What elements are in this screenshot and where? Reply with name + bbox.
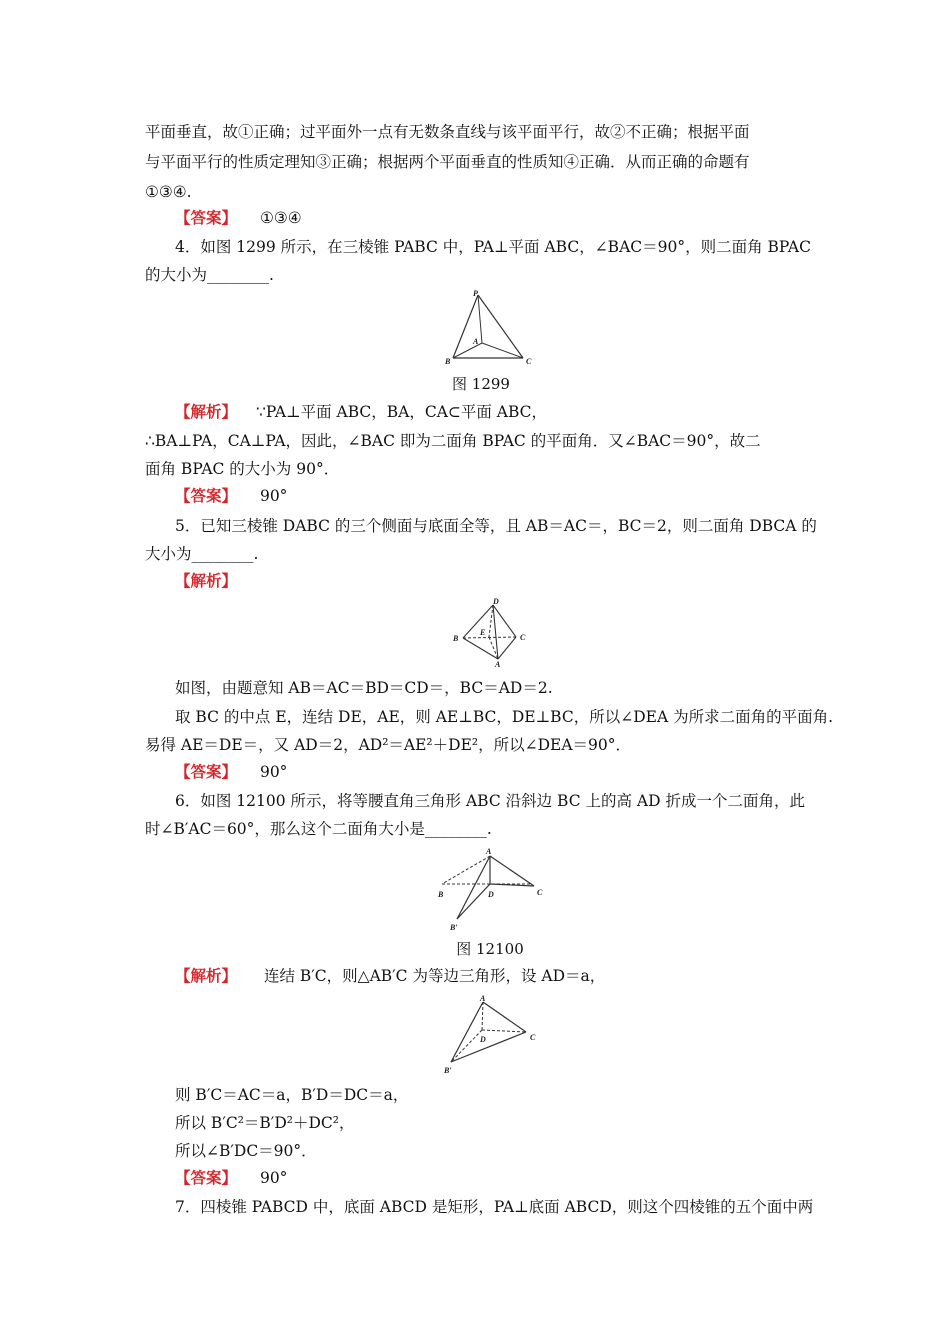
label-a: A [486,847,492,856]
text-line: 平面垂直，故①正确；过平面外一点有无数条直线与该平面平行，故②不正确；根据平面 [145,123,750,141]
question-6-line-1: 6．如图 12100 所示，将等腰直角三角形 ABC 沿斜边 BC 上的高 AD 折成一个二面角，此 [175,792,805,810]
label-b: B [453,634,459,643]
analysis-row [175,570,845,592]
figure-folded-triangle-solution [440,992,550,1077]
answer-tag: 【答案】 [175,1168,238,1187]
text-line: ①③④. [145,183,192,201]
answer-row [175,207,845,229]
analysis-text: 连结 B′C，则△AB′C 为等边三角形，设 AD＝a， [263,967,606,985]
label-c: C [530,1033,536,1042]
answer-value: 90° [259,1169,288,1187]
label-b: B [438,890,444,899]
label-d: D [488,890,494,899]
text-line: 所以∠B′DC＝90°． [175,1142,317,1160]
answer-tag: 【答案】 [175,208,238,227]
answer-row [175,485,845,507]
question-4-line-2: 的大小为________. [145,266,274,284]
analysis-tag: 【解析】 [175,966,238,985]
figure-12100-folded-triangle [430,842,555,937]
answer-tag: 【答案】 [175,486,238,505]
answer-value: ①③④ [259,209,302,227]
analysis-tag: 【解析】 [175,402,238,421]
label-d: D [480,1035,486,1044]
question-6-line-2: 时∠B′AC＝60°，那么这个二面角大小是________. [145,820,492,838]
label-b: B [445,357,451,366]
label-c: C [537,888,543,897]
text-line: 取 BC 的中点 E，连结 DE，AE，则 AE⊥BC，DE⊥BC，所以∠DEA 为所求二面角的平面角. [175,708,833,726]
question-5-line-2: 大小为________. [145,545,259,563]
text-line: 与平面平行的性质定理知③正确；根据两个平面垂直的性质知④正确．从而正确的命题有 [145,153,750,171]
analysis-text: ∵PA⊥平面 ABC，BA，CA⊂平面 ABC， [255,403,548,421]
question-7-line-1: 7．四棱锥 PABCD 中，底面 ABCD 是矩形，PA⊥底面 ABCD，则这个四棱锥的五个面中两 [175,1198,814,1216]
analysis-row [175,401,845,423]
figure-1299-tetrahedron [440,288,540,370]
analysis-tag: 【解析】 [175,571,238,590]
figure-caption: 图 1299 [452,375,510,393]
label-a: A [495,660,501,669]
question-5-line-1: 5．已知三棱锥 DABC 的三个侧面与底面全等，且 AB＝AC＝，BC＝2，则二面角 DBCA 的 [175,517,817,535]
label-a: A [473,337,479,346]
answer-value: 90° [259,487,288,505]
figure-tetrahedron-dabc [448,594,538,674]
question-4-line-1: 4．如图 1299 所示，在三棱锥 PABC 中，PA⊥平面 ABC，∠BAC＝90°，则二面角 BPAC [175,238,811,256]
label-b-prime: B′ [444,1066,452,1075]
analysis-row [175,965,845,987]
label-c: C [526,357,532,366]
text-line: 如图，由题意知 AB＝AC＝BD＝CD＝，BC＝AD＝2. [175,679,553,697]
answer-row [175,761,845,783]
label-a: A [480,994,486,1003]
label-d: D [493,597,499,606]
answer-value: 90° [259,763,288,781]
text-line: 则 B′C＝AC＝a，B′D＝DC＝a， [175,1086,409,1104]
text-line: 面角 BPAC 的大小为 90°． [145,460,340,478]
label-b-prime: B′ [450,923,458,932]
text-line: 易得 AE＝DE＝，又 AD＝2，AD²＝AE²＋DE²，所以∠DEA＝90°． [145,736,631,754]
answer-row [175,1167,845,1189]
text-line: ∴BA⊥PA，CA⊥PA，因此，∠BAC 即为二面角 BPAC 的平面角．又∠BAC＝90°，故二 [145,432,761,450]
label-e: E [480,628,486,637]
answer-tag: 【答案】 [175,762,238,781]
label-c: C [520,633,526,642]
figure-caption: 图 12100 [456,940,524,958]
label-p: P [473,289,478,298]
text-line: 所以 B′C²＝B′D²＋DC²， [175,1114,355,1132]
